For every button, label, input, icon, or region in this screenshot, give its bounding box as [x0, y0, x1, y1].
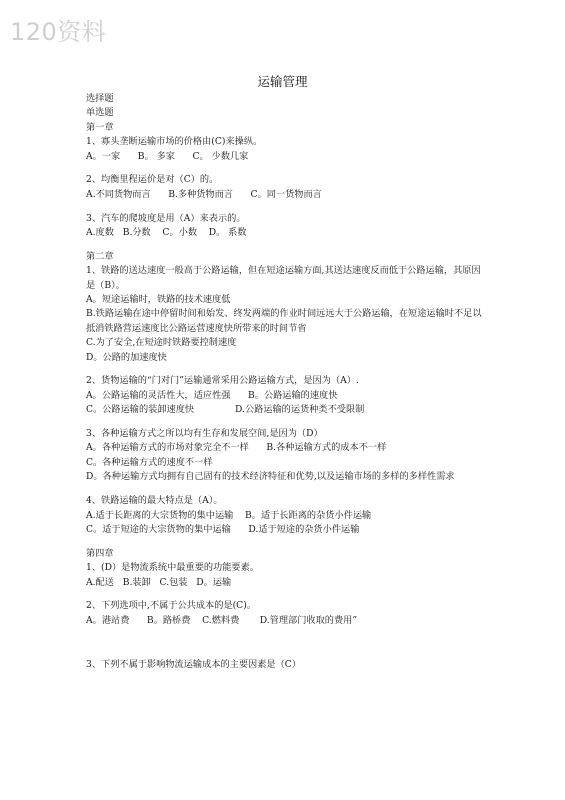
watermark-logo: 120资料 — [10, 18, 107, 46]
document-body — [86, 92, 486, 673]
text-line: 第二章 — [86, 250, 114, 262]
text-line: 2、下列选项中,不属于公共成本的是(C)。 — [86, 600, 256, 612]
text-line: 3、各种运输方式之所以均有生存和发展空间,是因为（D） — [86, 428, 323, 440]
paragraph-gap — [86, 202, 486, 211]
paragraph-gap — [86, 365, 486, 374]
text-line: 1、(D）是物流系统中最重要的功能要素。 — [86, 562, 259, 574]
text-line: 3、汽车的爬坡度是用（A）来表示的。 — [86, 212, 246, 224]
paragraph-gap — [86, 418, 486, 427]
text-line: A.不同货物而言 B.多种货物而言 C。同一货物而言 — [86, 188, 322, 200]
text-line: B.铁路运输在途中停留时间和始发、终发两端的作业时间远远大于公路运输，在短途运输时不足以抵消铁路营运速度比公路运营速度快所带来的时间节省 — [86, 308, 482, 334]
text-line: 选择题 — [86, 93, 114, 104]
text-line: 1、寡头垄断运输市场的价格由(C)来操纵。 — [86, 136, 263, 148]
text-line: C。适于短途的大宗货物的集中运输 D.适于短途的杂货小件运输 — [86, 523, 360, 535]
text-line: D。各种运输方式均拥有自己固有的技术经济特征和优势,以及运输市场的多样的多样性需求 — [86, 471, 455, 483]
text-line: 单选题 — [86, 107, 114, 119]
text-line: A.配送 B.装卸 C.包装 D。运输 — [86, 576, 232, 588]
text-line: A。公路运输的灵活性大，适应性强 B。公路运输的速度快 — [86, 389, 338, 401]
text-line: C。公路运输的装卸速度快 D.公路运输的运货种类不受限制 — [86, 404, 365, 416]
text-line: A。港站费 B。路桥费 C.燃料费 D.管理部门收取的费用” — [86, 614, 358, 626]
paragraph-gap — [86, 628, 486, 658]
text-line: D。公路的加速度快 — [86, 351, 167, 363]
text-line: 2、货物运输的“门对门”运输通常采用公路运输方式，是因为（A）. — [86, 375, 359, 387]
text-line: C.为了安全,在短途时铁路要控制速度 — [86, 337, 237, 349]
text-line: 1、铁路的送达速度一般高于公路运输，但在短途运输方面,其送达速度反而低于公路运输，其原因是（B）。 — [86, 265, 481, 291]
paragraph-gap — [86, 590, 486, 599]
text-line: A.适于长距离的大宗货物的集中运输 B。适于长距离的杂货小件运输 — [86, 509, 372, 521]
text-line: 2、均衡里程运价是对（C）的。 — [86, 174, 219, 186]
paragraph-gap — [86, 240, 486, 249]
text-line: C。各种运输方式的速度不一样 — [86, 456, 213, 468]
paragraph-gap — [86, 537, 486, 546]
text-line: A。短途运输时，铁路的技术速度低 — [86, 294, 231, 306]
text-line: 3、下列不属于影响物流运输成本的主要因素是（C） — [86, 659, 301, 671]
text-line: A。各种运输方式的市场对象完全不一样 B.各种运输方式的成本不一样 — [86, 442, 387, 454]
text-line: A.度数 B.分数 C。小数 D。 系数 — [86, 227, 247, 239]
text-line: 4、铁路运输的最大特点是（A）。 — [86, 495, 223, 507]
text-line: A。一家 B。 多家 C。 少数几家 — [86, 150, 249, 162]
text-line: 第一章 — [86, 121, 114, 133]
document-title: 运输管理 — [257, 74, 308, 89]
paragraph-gap — [86, 485, 486, 494]
text-line: 第四章 — [86, 547, 114, 559]
paragraph-gap — [86, 164, 486, 173]
